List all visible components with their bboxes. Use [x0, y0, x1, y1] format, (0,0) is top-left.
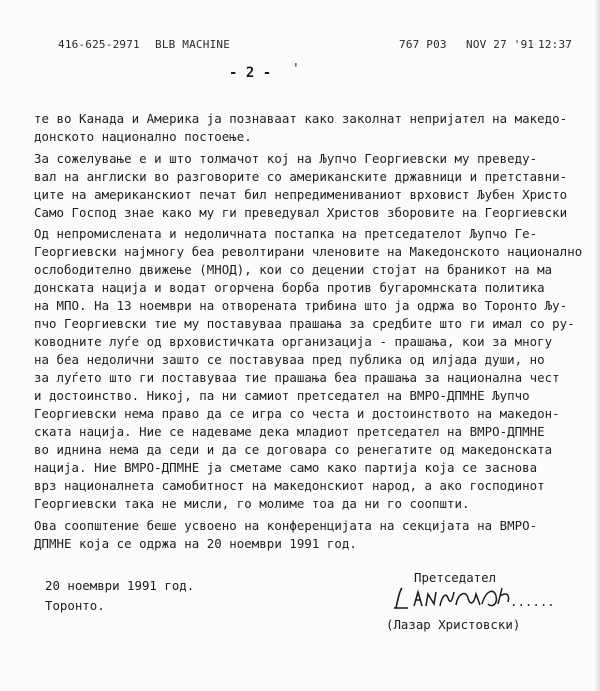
text-line: врз националнета самобитност на македонскиот народ, а ако господинот — [34, 478, 545, 493]
text-line: на беа недолични зашто се поставуваа пред публика од илјада души, но — [34, 352, 545, 367]
text-line: ДПМНЕ која се одржа на 20 ноември 1991 год. — [34, 536, 357, 551]
page-number: - 2 - — [229, 65, 272, 81]
text-line: те во Канада и Америка ја познаваат како заколнат непријател на македо- — [34, 111, 568, 126]
text-line: за луѓето што ги поставуваа тие прашања беа прашања за национална чест — [34, 370, 560, 385]
text-line: Ова соопштение беше усвоено на конференцијата на секцијата на ВМРО- — [34, 518, 538, 533]
text-line: донското национално постоење. — [34, 129, 252, 144]
text-line: ската нација. Ние се надеваме дека младиот претседател на ВМРО-ДПМНЕ — [34, 424, 545, 439]
signatory-title: Претседател — [414, 570, 497, 585]
text-line: ослободително движење (МНОД), кои со децении стојат на браникот на ма — [34, 262, 553, 277]
text-line: Георгиевски така не мисли, го молиме тоа да ни го соопшти. — [34, 496, 470, 511]
text-line: ководните луѓе од врховистичката организација - прашања, кои за многу — [34, 334, 553, 349]
text-line: и достоинство. Никој, па ни самиот претседател на ВМРО-ДПМНЕ Љупчо — [34, 388, 530, 403]
text-line: ците на американскиот печат бил непредимениваниот врховист Љубен Христо — [34, 187, 568, 202]
fax-page-code: 767 P03 — [399, 38, 447, 51]
text-line: вал на англиски во разговорите со американските државници и претставни- — [34, 169, 568, 184]
signature-dots: ...... — [510, 594, 555, 609]
scan-edge-shadow — [594, 0, 600, 691]
text-line: Георгиевски нема право да се игра со честа и достоинството на македон- — [34, 406, 560, 421]
text-line: За сожелување е и што толмачот кој на Љупчо Георгиевски му преведу- — [34, 151, 538, 166]
fax-phone-number: 416-625-2971 — [58, 38, 140, 51]
fax-machine-name: BLB MACHINE — [155, 38, 231, 51]
text-line: на МПО. На 13 ноември на отворената трибина што ја одржа во Торонто Љу- — [34, 298, 568, 313]
fax-transmission-header — [0, 38, 600, 52]
text-line: пчо Георгиевски тие му поставуваа прашања за средбите што ги имал со ру- — [34, 316, 575, 331]
text-line: Само Господ знае како му ги преведувал Христов зборовите на Георгиевски — [34, 205, 568, 220]
closing-date: 20 ноември 1991 год. — [45, 578, 195, 593]
fax-time: 12:37 — [538, 38, 573, 51]
closing-place: Торонто. — [45, 598, 105, 613]
text-line: Од непромислената и недоличната постапка на претседателот Љупчо Ге- — [34, 226, 538, 241]
text-line: донската нација и водат огорчена борба против бугаромнската политика — [34, 280, 545, 295]
text-line: во иднина нема да седи и да се договара со ренегатите од македонската — [34, 442, 553, 457]
handwritten-signature — [388, 578, 588, 620]
page-number-mark: ' — [292, 62, 300, 77]
fax-date: NOV 27 '91 — [466, 38, 535, 51]
signatory-name: (Лазар Христовски) — [386, 617, 521, 632]
text-line: нација. Ние ВМРО-ДПМНЕ ја сметаме само како партија која се заснова — [34, 460, 538, 475]
text-line: Георгиевски најмногу беа револтирани членовите на Македонското национално — [34, 244, 583, 259]
